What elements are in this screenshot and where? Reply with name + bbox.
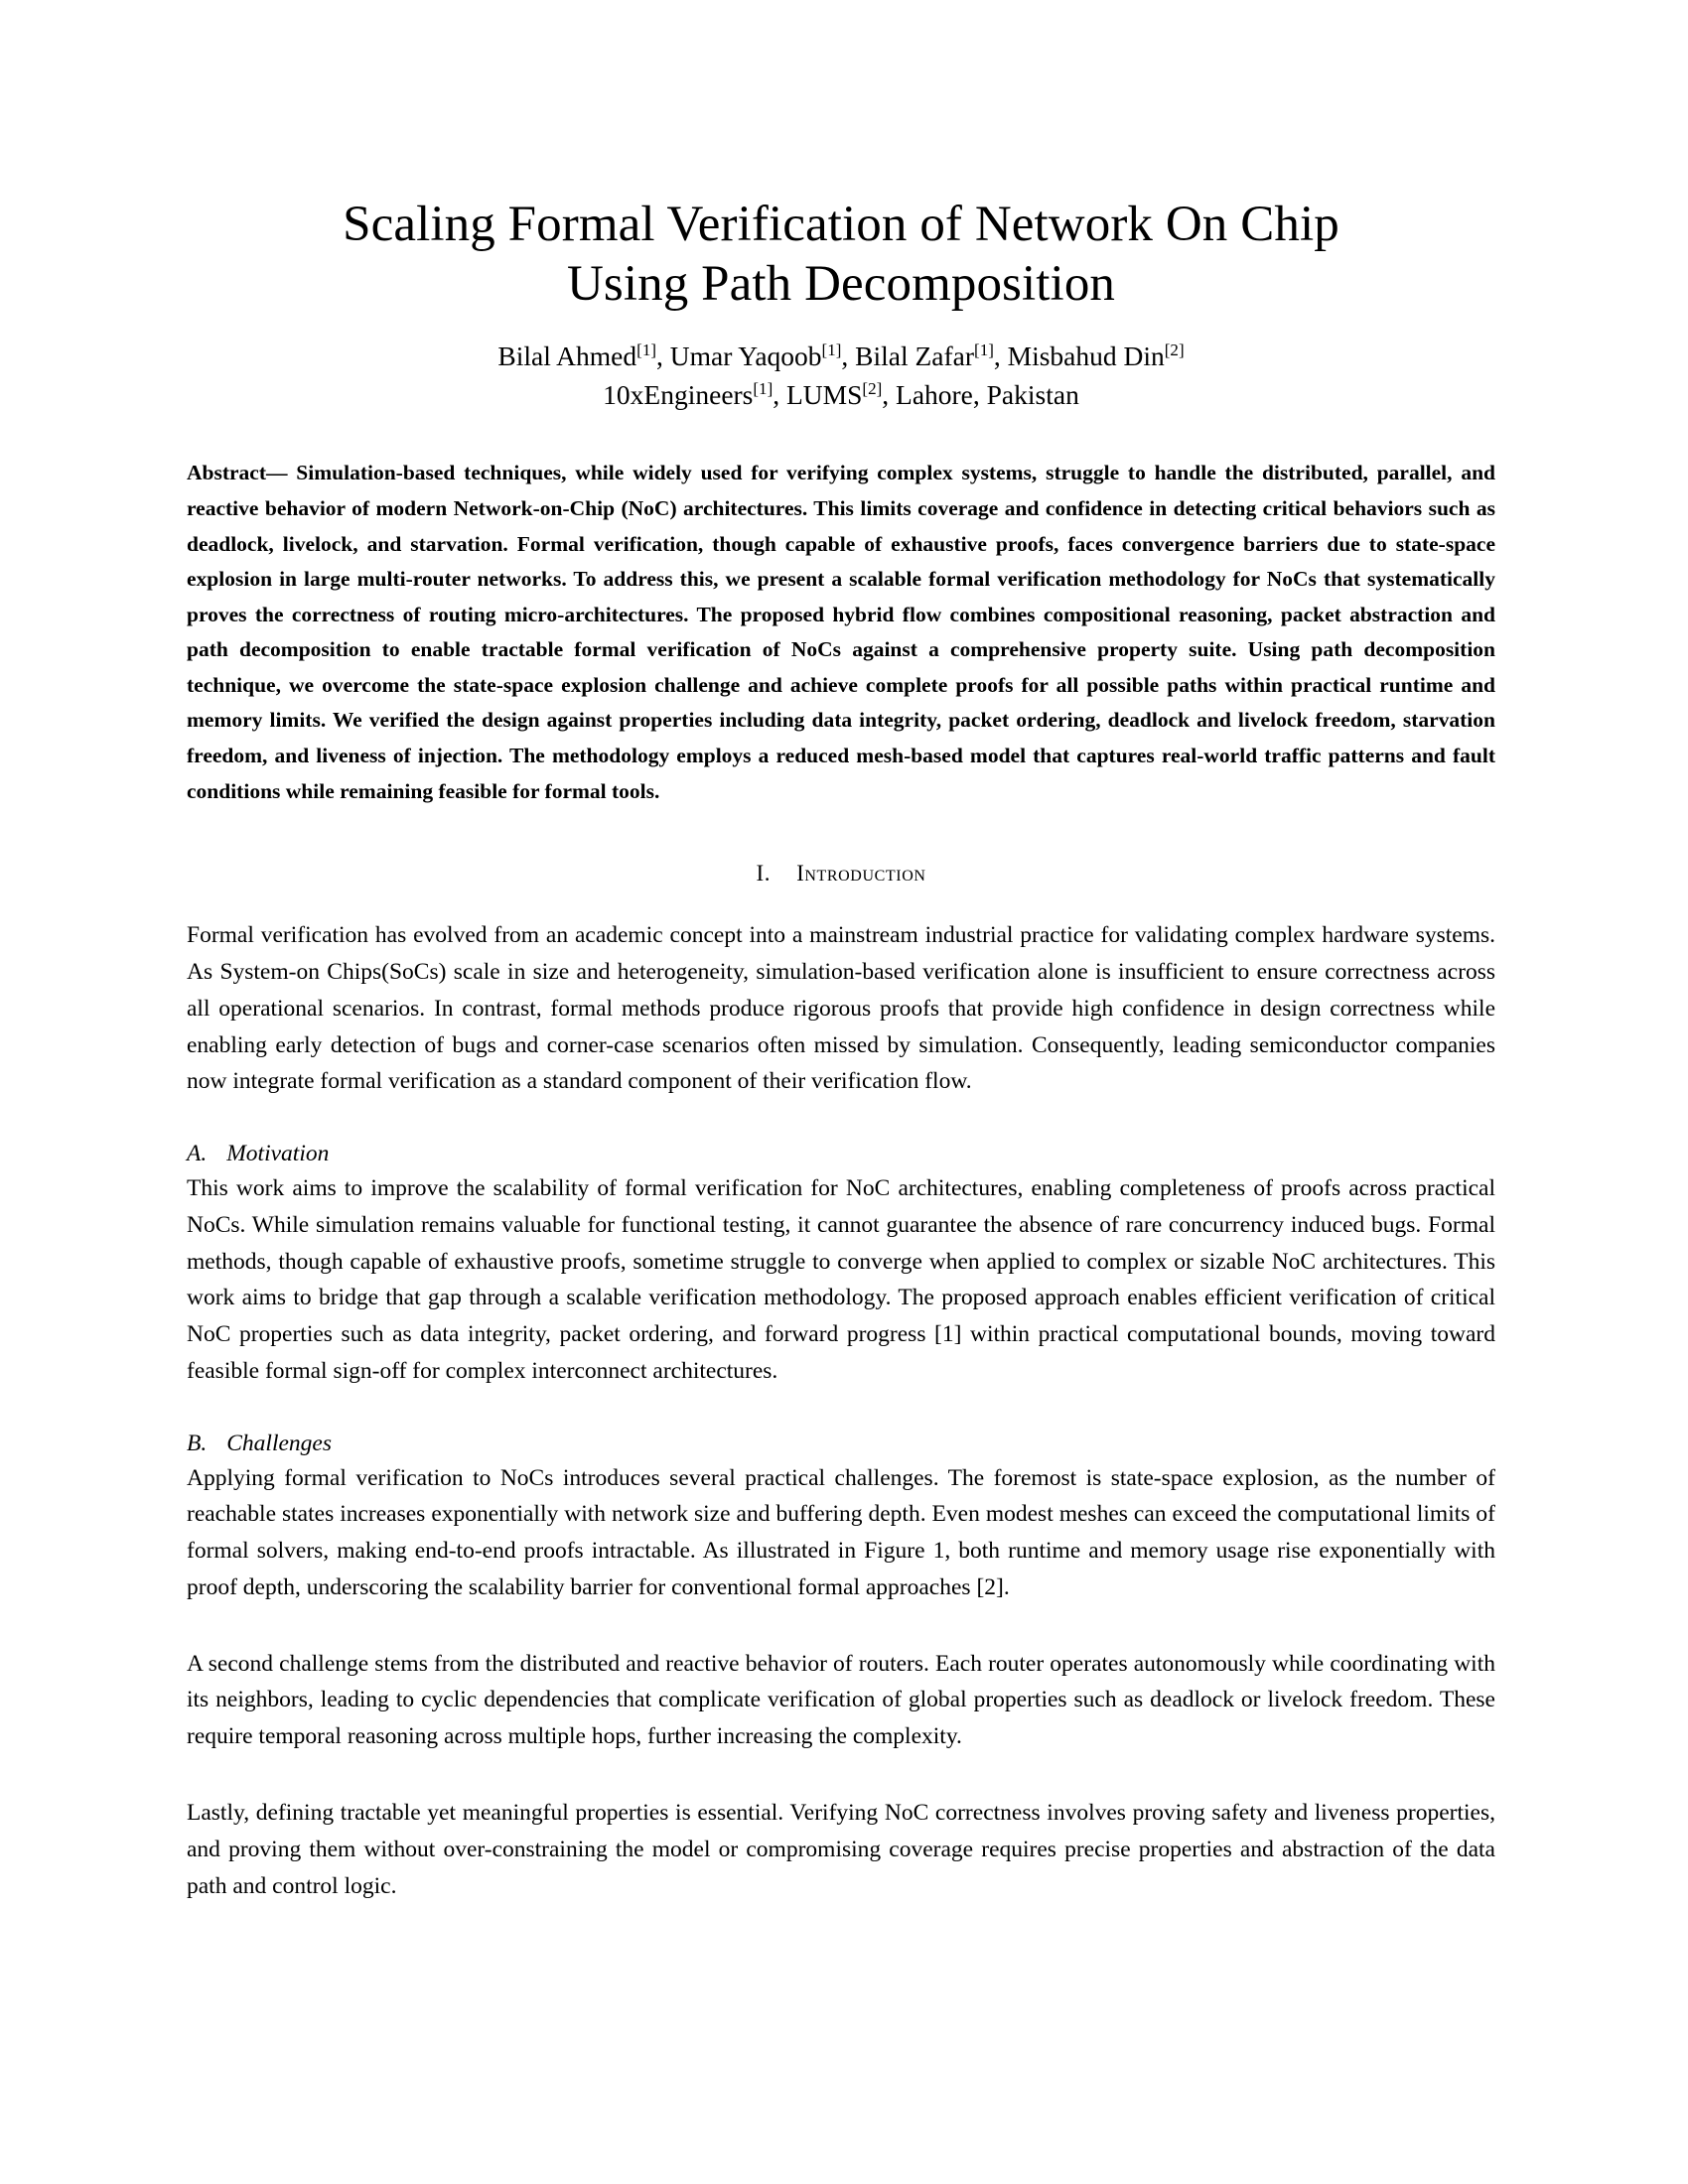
abstract-text: Simulation-based techniques, while widely used for verifying complex systems, struggle to handle the distributed, parallel, and reactive behavior of modern Network-on-Chip (NoC) architectures. This limits coverage and confidence in detecting critical behaviors such as deadlock, livelock, and starvation. Formal verification, though capable of exhaustive proofs, faces convergence barriers due to state-space explosion in large multi-router networks. To address this, we present a scalable formal verification methodology for NoCs that systematically proves the correctness of routing micro-architectures. The proposed hybrid flow combines compositional reasoning, packet abstraction and path decomposition to enable tractable formal verification of NoCs against a comprehensive property suite. Using path decomposition technique, we overcome the state-space explosion challenge and achieve complete proofs for all possible paths within practical runtime and memory limits. We verified the design against properties including data integrity, packet ordering, deadlock and livelock freedom, starvation freedom, and liveness of injection. The methodology employs a reduced mesh-based model that captures real-world traffic patterns and fault conditions while remaining feasible for formal tools.	[187, 461, 1495, 803]
affiliation-org-1: 10xEngineers	[603, 379, 754, 411]
abstract-label: Abstract—	[187, 461, 297, 485]
paper-title	[187, 0, 1495, 314]
affiliation-org-marker-1: [1]	[753, 379, 774, 399]
affiliation-org-marker-2: [2]	[862, 379, 883, 399]
paragraph-challenges-2: A second challenge stems from the distributed and reactive behavior of routers. Each router operates autonomously while coordinating with its neighbors, leading to cyclic dependencies that complicate verification of global properties such as deadlock or livelock freedom. These require temporal reasoning across multiple hops, further increasing the complexity.	[187, 1650, 1495, 1750]
affiliation-separator-1: ,	[773, 379, 786, 411]
title-line-1: Scaling Formal Verification of Network On Chip	[343, 197, 1339, 252]
paragraph-challenges-3: Lastly, defining tractable yet meaningful properties is essential. Verifying NoC correctness involves proving safety and liveness properties, and proving them without over-constraining the model or compromising coverage requires precise properties and abstraction of the data path and control logic.	[187, 1800, 1495, 1899]
paragraph-challenges-1: Applying formal verification to NoCs introduces several practical challenges. The foremost is state-space explosion, as the number of reachable states increases exponentially with network size and buffering depth. Even modest meshes can exceed the computational limits of formal solvers, making end-to-end proofs intractable. As illustrated in Figure 1, both runtime and memory usage rise exponentially with proof depth, underscoring the scalability barrier for conventional formal approaches [2].	[187, 1464, 1495, 1600]
affiliation-line	[187, 375, 1495, 414]
abstract-block	[187, 456, 1495, 809]
paragraph-intro-1: Formal verification has evolved from an academic concept into a mainstream industrial practice for validating complex hardware systems. As System-on Chips(SoCs) scale in size and heterogeneity, simulation-based verification alone is insufficient to ensure correctness across all operational scenarios. In contrast, formal methods produce rigorous proofs that provide high confidence in design correctness while enabling early detection of bugs and corner-case scenarios often missed by simulation. Consequently, leading semiconductor companies now integrate formal verification as a standard component of their verification flow.	[187, 922, 1495, 1095]
section-numeral: I.	[756, 861, 772, 887]
subsection-letter-a: A.	[187, 1141, 208, 1167]
author-affiliation-marker-2: [1]	[821, 341, 842, 360]
subsection-heading-challenges	[187, 1431, 1495, 1457]
author-name-4: Misbahud Din	[1007, 341, 1165, 372]
subsection-heading-motivation	[187, 1141, 1495, 1167]
affiliation-location: Lahore, Pakistan	[896, 379, 1079, 411]
author-name-1: Bilal Ahmed	[497, 341, 637, 372]
page-content-column	[187, 0, 1495, 1904]
subsection-letter-b: B.	[187, 1430, 208, 1456]
title-line-2: Using Path Decomposition	[566, 256, 1116, 313]
subsection-title-challenges: Challenges	[226, 1430, 332, 1456]
author-name-2: Umar Yaqoob	[669, 341, 822, 372]
affiliation-separator-2: ,	[882, 379, 897, 411]
author-names-line	[187, 337, 1495, 375]
subsection-title-motivation: Motivation	[226, 1141, 330, 1167]
affiliation-org-2: LUMS	[786, 379, 863, 411]
author-separator-1: ,	[656, 341, 670, 372]
section-heading-introduction	[187, 861, 1495, 887]
author-block	[187, 337, 1495, 414]
section-title: Introduction	[796, 861, 926, 887]
paragraph-motivation-1: This work aims to improve the scalability of formal verification for NoC architectures, enabling completeness of proofs across practical NoCs. While simulation remains valuable for functional testing, it cannot guarantee the absence of rare concurrency induced bugs. Formal methods, though capable of exhaustive proofs, sometime struggle to converge when applied to complex or sizable NoC architectures. This work aims to bridge that gap through a scalable verification methodology. The proposed approach enables efficient verification of critical NoC properties such as data integrity, packet ordering, and forward progress [1] within practical computational bounds, moving toward feasible formal sign-off for complex interconnect architectures.	[187, 1175, 1495, 1384]
author-affiliation-marker-3: [1]	[974, 341, 994, 360]
author-affiliation-marker-4: [2]	[1164, 341, 1185, 360]
author-separator-3: ,	[993, 341, 1008, 372]
author-affiliation-marker-1: [1]	[636, 341, 657, 360]
author-name-3: Bilal Zafar	[855, 341, 975, 372]
author-separator-2: ,	[841, 341, 856, 372]
